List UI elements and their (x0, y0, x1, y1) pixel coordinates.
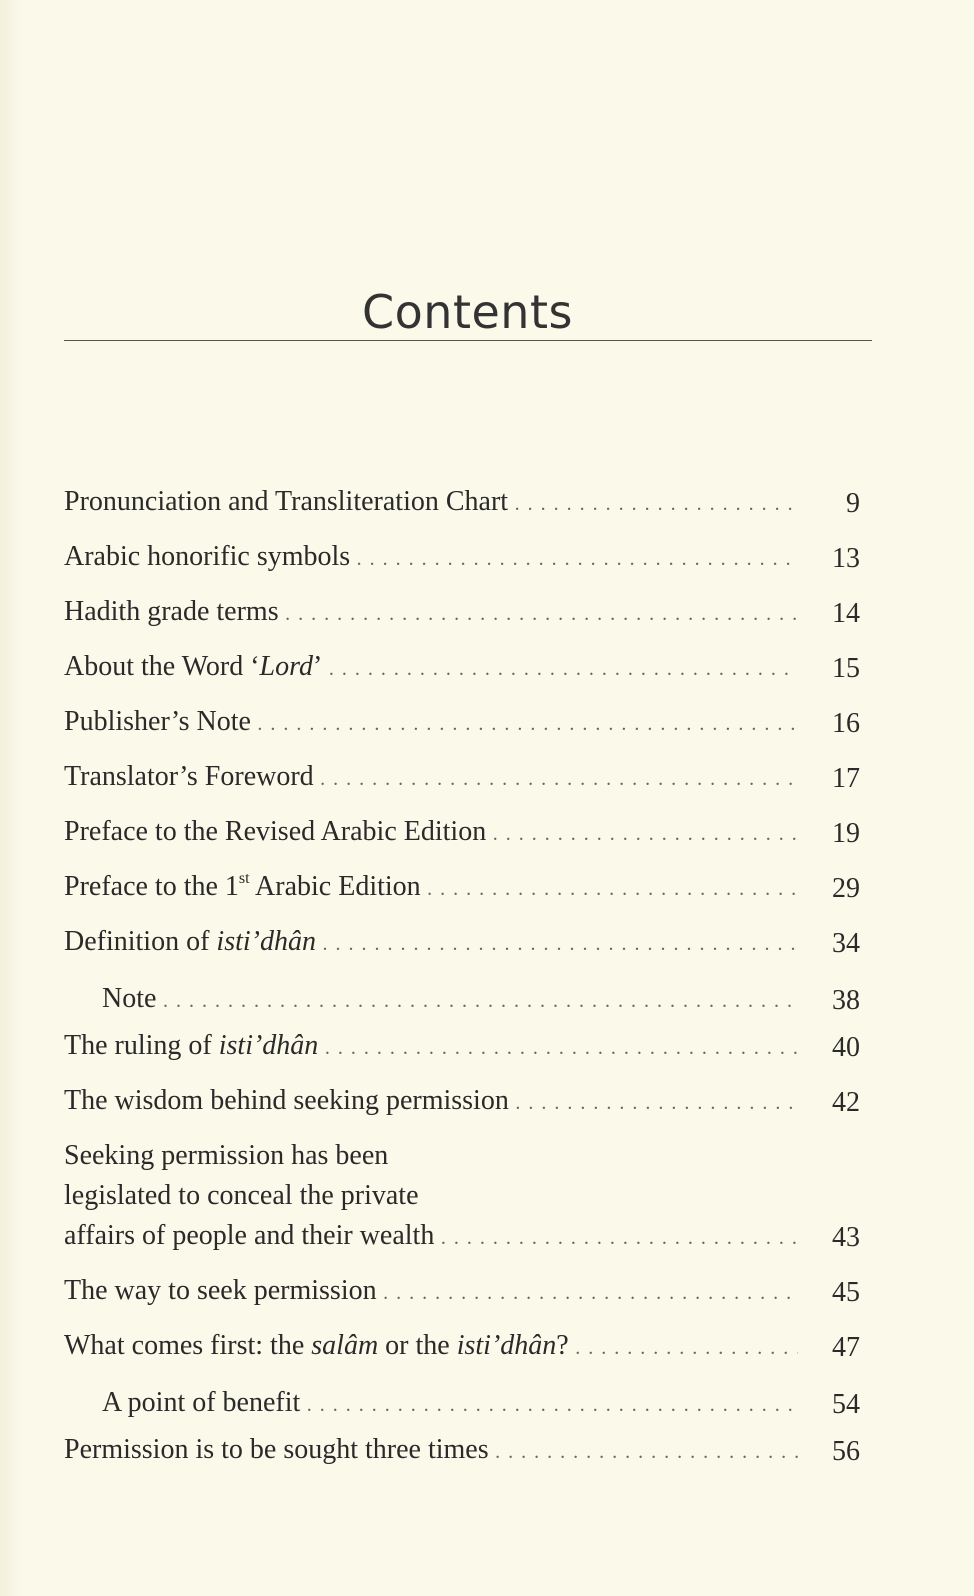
toc-entry-title-text (64, 1085, 798, 1116)
toc-entry-title-text (64, 706, 798, 737)
toc-entry-title (64, 867, 798, 909)
toc-entry (64, 867, 860, 909)
page-title: Contents (362, 284, 573, 339)
toc-entry-title-text (102, 983, 836, 1014)
toc-page-number: 9 (800, 484, 860, 524)
toc-page-number: 19 (800, 814, 860, 854)
title-fragment: A point of benefit (102, 1387, 301, 1418)
toc-entry-title-text (64, 596, 798, 627)
toc-entry (64, 922, 860, 964)
toc-entry-title-text (64, 761, 798, 792)
title-fragment: Hadith grade terms (64, 596, 279, 627)
title-fragment: affairs of people and their wealth (64, 1220, 435, 1251)
title-fragment: Definition of (64, 926, 217, 957)
toc-page-number: 13 (800, 539, 860, 579)
toc-entry (64, 592, 860, 634)
italic-term: Lord (259, 651, 313, 682)
toc-page-number: 15 (800, 649, 860, 689)
toc-page-number: 43 (800, 1218, 860, 1258)
title-fragment: The way to seek permission (64, 1275, 377, 1306)
toc-entry-title (64, 1136, 798, 1258)
toc-page-number: 45 (800, 1273, 860, 1313)
italic-term: isti’dhân (216, 926, 316, 957)
title-fragment: Arabic Edition (249, 871, 421, 902)
toc-entry (64, 812, 860, 854)
toc-entry-title-text (64, 1330, 798, 1361)
toc-entry (64, 537, 860, 579)
toc-entry-title-text (64, 541, 798, 572)
toc-entry-title (64, 922, 798, 964)
toc-page-number: 14 (800, 594, 860, 634)
toc-entry-title-text (64, 926, 798, 957)
toc-entry-title (64, 1430, 798, 1472)
title-rule (64, 340, 872, 341)
title-fragment: Arabic honorific symbols (64, 541, 351, 572)
italic-term: isti’dhân (218, 1030, 319, 1061)
toc-entry-title-line: legislated to conceal the private (64, 1180, 419, 1211)
toc-entry (102, 979, 860, 1021)
toc-entry-title-text (102, 1387, 836, 1418)
title-fragment: Preface to the Revised Arabic Edition (64, 816, 487, 847)
toc-page-number: 56 (800, 1432, 860, 1472)
title-fragment: The ruling of (64, 1030, 219, 1061)
title-fragment: Note (102, 983, 157, 1014)
toc-entry-title-text (64, 651, 798, 682)
title-fragment: What comes first: the (64, 1330, 312, 1361)
toc-entry-title (64, 812, 798, 854)
toc-entry-title-line: Seeking permission has been (64, 1140, 389, 1171)
toc-entry (64, 1081, 860, 1123)
toc-page-number: 34 (800, 924, 860, 964)
toc-entry (64, 482, 860, 524)
toc-entry-title (64, 647, 798, 689)
title-fragment: Permission is to be sought three times (64, 1434, 489, 1465)
toc-entry-title-text (64, 486, 798, 517)
toc-entry-title (64, 1271, 798, 1313)
page-edge-shadow (0, 0, 22, 1596)
italic-term: isti’dhân (456, 1330, 557, 1361)
toc-page-number: 47 (800, 1328, 860, 1368)
toc-entry-title (64, 482, 798, 524)
toc-entry-title (64, 1026, 798, 1068)
toc-page-number: 54 (800, 1385, 860, 1425)
toc-entry-title (64, 702, 798, 744)
toc-entry (64, 1136, 860, 1258)
toc-entry-title-text (64, 871, 798, 902)
toc-page-number: 38 (800, 981, 860, 1021)
toc-entry-title-text (64, 1030, 798, 1061)
title-fragment: or the (378, 1330, 457, 1361)
toc-entry-title (64, 537, 798, 579)
toc-entry (64, 1430, 860, 1472)
toc-entry-title (102, 1383, 836, 1425)
title-fragment: Publisher’s Note (64, 706, 251, 737)
toc-entry (64, 1026, 860, 1068)
toc-page-number: 40 (800, 1028, 860, 1068)
title-fragment: ? (556, 1330, 569, 1361)
title-fragment: About the Word ‘ (64, 651, 260, 682)
toc-entry-title (102, 979, 836, 1021)
toc-entry (64, 1271, 860, 1313)
title-fragment: Preface to the 1 (64, 871, 239, 902)
toc-entry-title-text (64, 1434, 798, 1465)
toc-page-number: 16 (800, 704, 860, 744)
title-fragment: Pronunciation and Transliteration Chart (64, 486, 509, 517)
toc-entry (102, 1383, 860, 1425)
toc-entry (64, 1326, 860, 1368)
title-fragment: ’ (312, 651, 323, 682)
toc-entry-title (64, 1081, 798, 1123)
toc-entry-title-text (64, 1275, 798, 1306)
toc-entry (64, 757, 860, 799)
toc-page-number: 42 (800, 1083, 860, 1123)
toc-page-number: 17 (800, 759, 860, 799)
toc-entry (64, 647, 860, 689)
toc-entry-title (64, 592, 798, 634)
ordinal-suffix: st (238, 870, 250, 887)
italic-term: salâm (311, 1330, 379, 1361)
toc-entry (64, 702, 860, 744)
toc-entry-title (64, 1326, 798, 1368)
title-fragment: Translator’s Foreword (64, 761, 314, 792)
title-fragment: The wisdom behind seeking permission (64, 1085, 509, 1116)
toc-entry-title (64, 757, 798, 799)
toc-entry-title-text (64, 1216, 798, 1258)
toc-page-number: 29 (800, 869, 860, 909)
toc-entry-title-text (64, 816, 798, 847)
